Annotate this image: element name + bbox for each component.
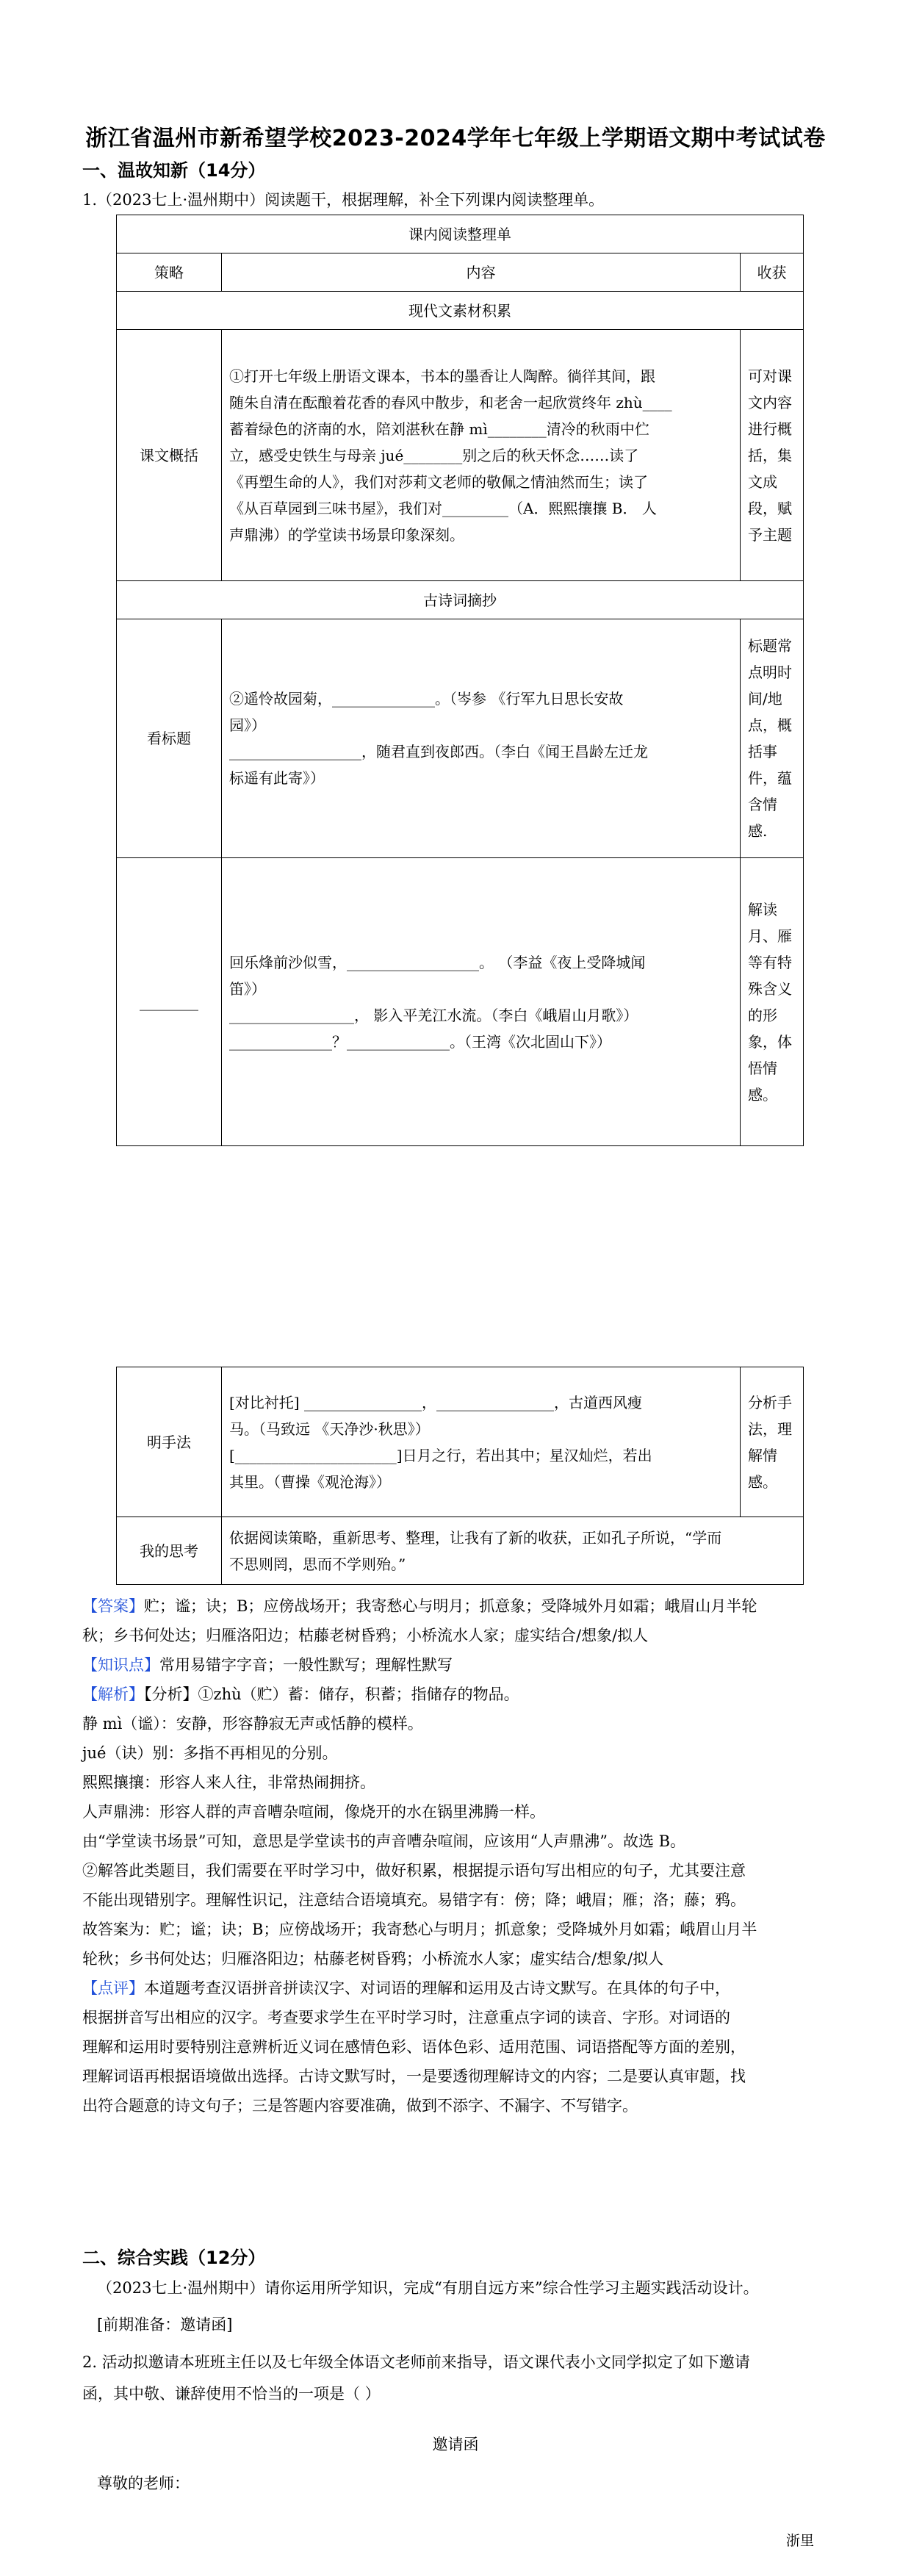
row-label-think: 我的思考 — [117, 1517, 222, 1585]
gain-line: 文成 — [748, 472, 777, 491]
answer-block — [82, 1591, 832, 2120]
row-content-method — [222, 1367, 741, 1517]
comment-line: 出符合题意的诗文句子；三是答题内容要准确，做到不添字、不漏字、不写错字。 — [82, 2097, 638, 2115]
reading-table-part2 — [116, 1367, 804, 1585]
content-line: _________________， 影入平羌江水流。（李白《峨眉山月歌》） — [229, 1006, 638, 1024]
gain-line: 可对课 — [748, 367, 792, 385]
section2-intro: （2023七上·温州期中）请你运用所学知识，完成“有朋自远方来”综合性学习主题实践活动设计。 — [97, 2279, 759, 2297]
analysis-line: ②解答此类题目，我们需要在平时学习中，做好积累，根据提示语句写出相应的句子，尤其要注意 — [82, 1862, 746, 1879]
content-line: [对比衬托] ________________，________________，古道西风瘦 — [229, 1393, 642, 1411]
knowledge-tag: 【知识点】 — [82, 1656, 159, 1674]
comment-line: 本道题考查汉语拼音拼读汉字、对词语的理解和运用及古诗文默写。在具体的句子中， — [144, 1979, 730, 1997]
page-footer: 浙里 — [786, 2533, 815, 2549]
section-heading-1: 一、温故知新（14分） — [82, 160, 266, 181]
gain-line: 悟情 — [748, 1059, 777, 1077]
content-line: 马。（马致远 《天净沙·秋思》） — [229, 1420, 430, 1438]
col-header-gain: 收获 — [741, 253, 804, 292]
gain-line: 等有特 — [748, 953, 792, 971]
section-heading-2: 二、综合实践（12分） — [82, 2248, 266, 2268]
prep-label: [前期准备：邀请函] — [97, 2316, 233, 2334]
analysis-line: 静 mì（谧）：安静，形容静寂无声或恬静的模样。 — [82, 1715, 423, 1733]
question-2-line: 2. 活动拟邀请本班班主任以及七年级全体语文老师前来指导，语文课代表小文同学拟定了如下邀请 — [82, 2353, 750, 2371]
content-line: 《从百草园到三味书屋》，我们对_________（A．熙熙攘攘 B． 人 — [229, 499, 657, 517]
analysis-line: 【分析】①zhù（贮）蓄：储存，积蓄；指储存的物品。 — [144, 1685, 519, 1703]
gain-line: 文内容 — [748, 393, 792, 411]
comment-line: 理解和运用时要特别注意辨析近义词在感情色彩、语体色彩、适用范围、词语搭配等方面的差别， — [82, 2038, 746, 2056]
row-content-summary — [222, 330, 741, 581]
comment-line: 根据拼音写出相应的汉字。考查要求学生在平时学习时，注意重点字词的读音、字形。对词语的 — [82, 2009, 730, 2026]
gain-line: 点，概 — [748, 716, 792, 734]
gain-line: 括事 — [748, 743, 777, 760]
comment-line: 理解词语再根据语境做出选择。古诗文默写时，一是要透彻理解诗文的内容；二是要认真审题，找 — [82, 2068, 746, 2085]
gain-line: 法，理 — [748, 1420, 792, 1438]
analysis-line: jué（诀）别：多指不再相见的分别。 — [82, 1744, 338, 1762]
question-2-line: 函，其中敬、谦辞使用不恰当的一项是（ ） — [82, 2385, 381, 2403]
comment-tag: 【点评】 — [82, 1979, 144, 1997]
question-1-intro: 1.（2023七上·温州期中）阅读题干，根据理解，补全下列课内阅读整理单。 — [82, 191, 605, 209]
gain-line: 间/地 — [748, 690, 782, 708]
content-line: 立，感受史铁生与母亲 jué________别之后的秋天怀念……读了 — [229, 446, 639, 464]
gain-line: 解情 — [748, 1446, 777, 1464]
knowledge-text: 常用易错字字音；一般性默写；理解性默写 — [159, 1656, 453, 1674]
content-line: 园》） — [229, 716, 266, 734]
content-line: 依据阅读策略，重新思考、整理，让我有了新的收获，正如孔子所说，“学而 — [229, 1528, 722, 1547]
analysis-line: 轮秋；乡书何处达；归雁洛阳边；枯藤老树昏鸦；小桥流水人家；虚实结合/想象/拟人 — [82, 1950, 664, 1968]
gain-line: 解读 — [748, 900, 777, 918]
reading-table-part1 — [116, 215, 804, 1146]
letter-salutation: 尊敬的老师： — [97, 2475, 190, 2492]
content-line: [______________________]日月之行，若出其中；星汉灿烂，若出 — [229, 1446, 652, 1464]
row-content-title — [222, 619, 741, 858]
gain-line: 的形 — [748, 1006, 777, 1024]
row-gain-method — [741, 1367, 804, 1517]
gain-line: 标题常 — [748, 637, 792, 655]
answer-line: 秋；乡书何处达；归雁洛阳边；枯藤老树昏鸦；小桥流水人家；虚实结合/想象/拟人 — [82, 1627, 649, 1644]
gain-line: 象，体 — [748, 1032, 792, 1051]
content-line: 随朱自清在酝酿着花香的春风中散步，和老舍一起欣赏终年 zhù____ — [229, 393, 672, 411]
col-header-content: 内容 — [222, 253, 741, 292]
content-line: 标遥有此寄》） — [229, 769, 325, 787]
gain-line: 月、雁 — [748, 927, 792, 945]
answer-line: 贮；谧；诀；B；应傍战场开；我寄愁心与明月；抓意象；受降城外月如霜；峨眉山月半轮 — [144, 1597, 757, 1615]
row-content-think — [222, 1517, 804, 1585]
band-modern-text: 现代文素材积累 — [117, 292, 804, 330]
row-gain-summary — [741, 330, 804, 581]
row-content-image — [222, 858, 741, 1146]
gain-line: 感。 — [748, 1085, 777, 1104]
row-label-method: 明手法 — [117, 1367, 222, 1517]
row-label-title: 看标题 — [117, 619, 222, 858]
document-title: 浙江省温州市新希望学校2023-2024学年七年级上学期语文期中考试试卷 — [85, 126, 826, 151]
content-line: 《再塑生命的人》，我们对莎莉文老师的敬佩之情油然而生；读了 — [229, 472, 648, 491]
gain-line: 件，蕴 — [748, 769, 792, 787]
content-line: 回乐烽前沙似雪，__________________。 （李益《夜上受降城闻 — [229, 953, 646, 971]
content-line: ①打开七年级上册语文课本，书本的墨香让人陶醉。徜徉其间，跟 — [229, 367, 655, 385]
analysis-line: 由“学堂读书场景”可知，意思是学堂读书的声音嘈杂喧闹，应该用“人声鼎沸”。故选 B。 — [82, 1832, 686, 1850]
gain-line: 括，集 — [748, 446, 792, 464]
row-label-image-blank: ________ — [117, 858, 222, 1146]
content-line: 不思则罔，思而不学则殆。” — [229, 1555, 406, 1573]
content-line: 其里。（曹操《观沧海》） — [229, 1472, 391, 1491]
content-line: 笛》） — [229, 979, 266, 998]
analysis-line: 人声鼎沸：形容人群的声音嘈杂喧闹，像烧开的水在锅里沸腾一样。 — [82, 1803, 545, 1821]
content-line: __________________，随君直到夜郎西。（李白《闻王昌龄左迁龙 — [229, 743, 648, 760]
gain-line: 进行概 — [748, 420, 792, 438]
analysis-line: 不能出现错别字。理解性识记，注意结合语境填充。易错字有：傍；降；峨眉；雁；洛；藤；鸦。 — [82, 1891, 746, 1909]
gain-line: 含情感. — [748, 796, 777, 840]
content-line: ______________？______________。（王湾《次北固山下》） — [229, 1032, 611, 1051]
content-line: 声鼎沸）的学堂读书场景印象深刻。 — [229, 525, 464, 544]
gain-line: 分析手 — [748, 1393, 792, 1411]
gain-line: 感。 — [748, 1472, 777, 1491]
band-ancient-poem: 古诗词摘抄 — [117, 581, 804, 619]
gain-line: 予主题 — [748, 525, 792, 544]
content-line: 蓄着绿色的济南的水，陪刘湛秋在静 mì________清冷的秋雨中伫 — [229, 420, 649, 438]
content-line: ②遥怜故园菊，______________。（岑参 《行军九日思长安故 — [229, 690, 624, 708]
gain-line: 殊含义 — [748, 979, 792, 998]
letter-title: 邀请函 — [432, 2436, 479, 2453]
answer-tag: 【答案】 — [82, 1597, 144, 1615]
analysis-line: 故答案为：贮；谧；诀；B；应傍战场开；我寄愁心与明月；抓意象；受降城外月如霜；峨眉山月半 — [82, 1921, 757, 1938]
row-label-summary: 课文概括 — [117, 330, 222, 581]
row-gain-title — [741, 619, 804, 858]
analysis-tag: 【解析】 — [82, 1685, 144, 1703]
table-caption: 课内阅读整理单 — [117, 215, 804, 253]
gain-line: 段，赋 — [748, 499, 792, 517]
gain-line: 点明时 — [748, 663, 792, 681]
col-header-strategy: 策略 — [117, 253, 222, 292]
row-gain-image — [741, 858, 804, 1146]
analysis-line: 熙熙攘攘：形容人来人往，非常热闹拥挤。 — [82, 1774, 375, 1791]
